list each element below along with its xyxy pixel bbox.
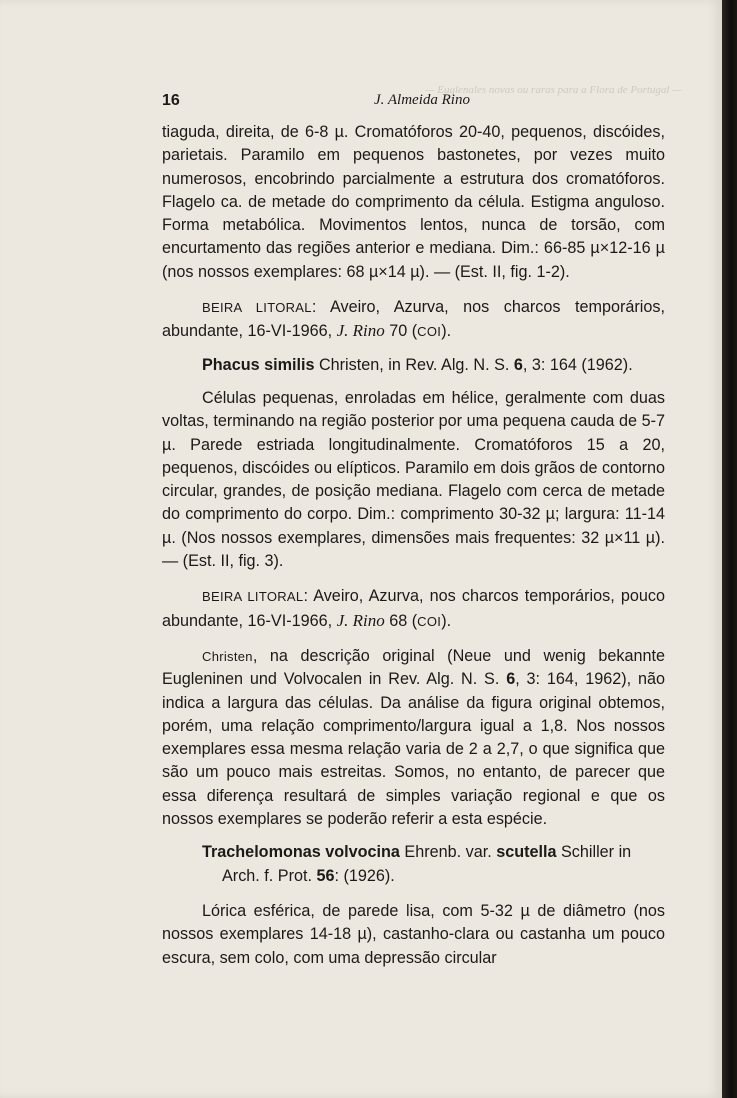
citation-text: Christen, in Rev. Alg. N. S.: [314, 355, 514, 374]
collector-name: J. Rino: [336, 610, 385, 630]
collector-name: J. Rino: [336, 321, 385, 341]
volume-number: 56: [316, 866, 335, 885]
collector-number: 68 (: [384, 611, 418, 630]
species-heading-trachelomonas: [202, 841, 665, 888]
volume-number: 6: [506, 670, 516, 689]
book-binding-edge: [722, 0, 737, 1098]
region-label: BEIRA LITORAL: [202, 589, 304, 605]
locality-text: : Aveiro, Azurva, nos charcos temporários, abundante, 16-VI-1966,: [162, 298, 665, 341]
locality-record-2: [162, 585, 665, 633]
paragraph-lorica-description: Lórica esférica, de parede lisa, com 5-32 µ de diâmetro (nos nossos exemplares 14-18 µ), castanho-clara ou castanha um pouco escura, sem colo, com uma depressão circular: [162, 901, 665, 967]
herbarium-code: COI: [417, 613, 442, 629]
show-through-text: — Euglenales novas ou raras para a Flora de Portugal —: [424, 84, 682, 96]
running-head: J. Almeida Rino: [374, 92, 470, 108]
page-number: 16: [162, 92, 180, 109]
page-header: [162, 92, 665, 112]
closing-text: ).: [441, 322, 452, 341]
paragraph-description-continued: tiaguda, direita, de 6-8 µ. Cromatóforos 20-40, pequenos, discóides, parietais. Paramilo em pequenos bastonetes, por vezes muito numerosos, encobrindo parcialmente a estrutura dos cromatóforos. Flagelo ca. de metade do comprimento da célula. Estigma anguloso. Forma metabólica. Movimentos lentos, nunca de torsão, com encurtamento das regiões anterior e mediana. Dim.: 66-85 µ×12-16 µ (nos nossos exemplares: 68 µ×14 µ). — (Est. II, fig. 1-2).: [162, 123, 665, 281]
body-text: [162, 121, 665, 970]
citation-text-mid: Schiller in Arch. f. Prot.: [222, 843, 632, 885]
collector-number: 70 (: [384, 322, 418, 341]
species-name: Phacus similis: [202, 355, 315, 374]
locality-text: : Aveiro, Azurva, nos charcos temporários, pouco abundante, 16-VI-1966,: [162, 587, 665, 630]
locality-record-1: [162, 296, 665, 344]
variety-name: scutella: [496, 843, 557, 862]
volume-number: 6: [513, 355, 523, 374]
region-label: BEIRA LITORAL: [202, 300, 312, 316]
herbarium-code: COI: [417, 324, 442, 340]
paragraph-phacus-description: Células pequenas, enroladas em hélice, geralmente com duas voltas, terminando na região posterior por uma pequena cauda de 5-7 µ. Parede estriada longitudinalmente. Cromatóforos 15 a 20, pequenos, discóides ou elípticos. Paramilo em dois grãos de contorno circular, grandes, de posição mediana. Flagelo com cerca de metade do comprimento do corpo. Dim.: comprimento 30-32 µ; largura: 11-14 µ. (Nos nossos exemplares, dimensões mais frequentes: 32 µ×11 µ). — (Est. II, fig. 3).: [162, 388, 666, 571]
species-heading-phacus: [162, 354, 665, 377]
discussion-text: , na descrição original (Neue und wenig bekannte Eugleninen und Volvocalen in Rev. Alg. N. S.: [162, 646, 665, 689]
paragraph-christen-discussion: [162, 645, 665, 831]
author-name: Christen: [202, 648, 253, 664]
citation-text-end: , 3: 164 (1962).: [522, 355, 633, 374]
citation-text-end: : (1926).: [334, 866, 395, 885]
discussion-text-end: , 3: 164, 1962), não indica a largura das células. Da análise da figura original obtemos, porém, uma relação comprimento/largura igual a 1,8. Nos nossos exemplares essa mesma relação varia de 2 a 2,7, o que significa que são um pouco mais estreitas. Somos, no entanto, de parecer que essa diferença resultará de simples variação regional e que os nossos exemplares se poderão referir a esta espécie.: [162, 670, 665, 829]
closing-text: ).: [441, 611, 452, 630]
species-name: Trachelomonas volvocina: [202, 843, 400, 862]
citation-text: Ehrenb. var.: [399, 843, 497, 862]
